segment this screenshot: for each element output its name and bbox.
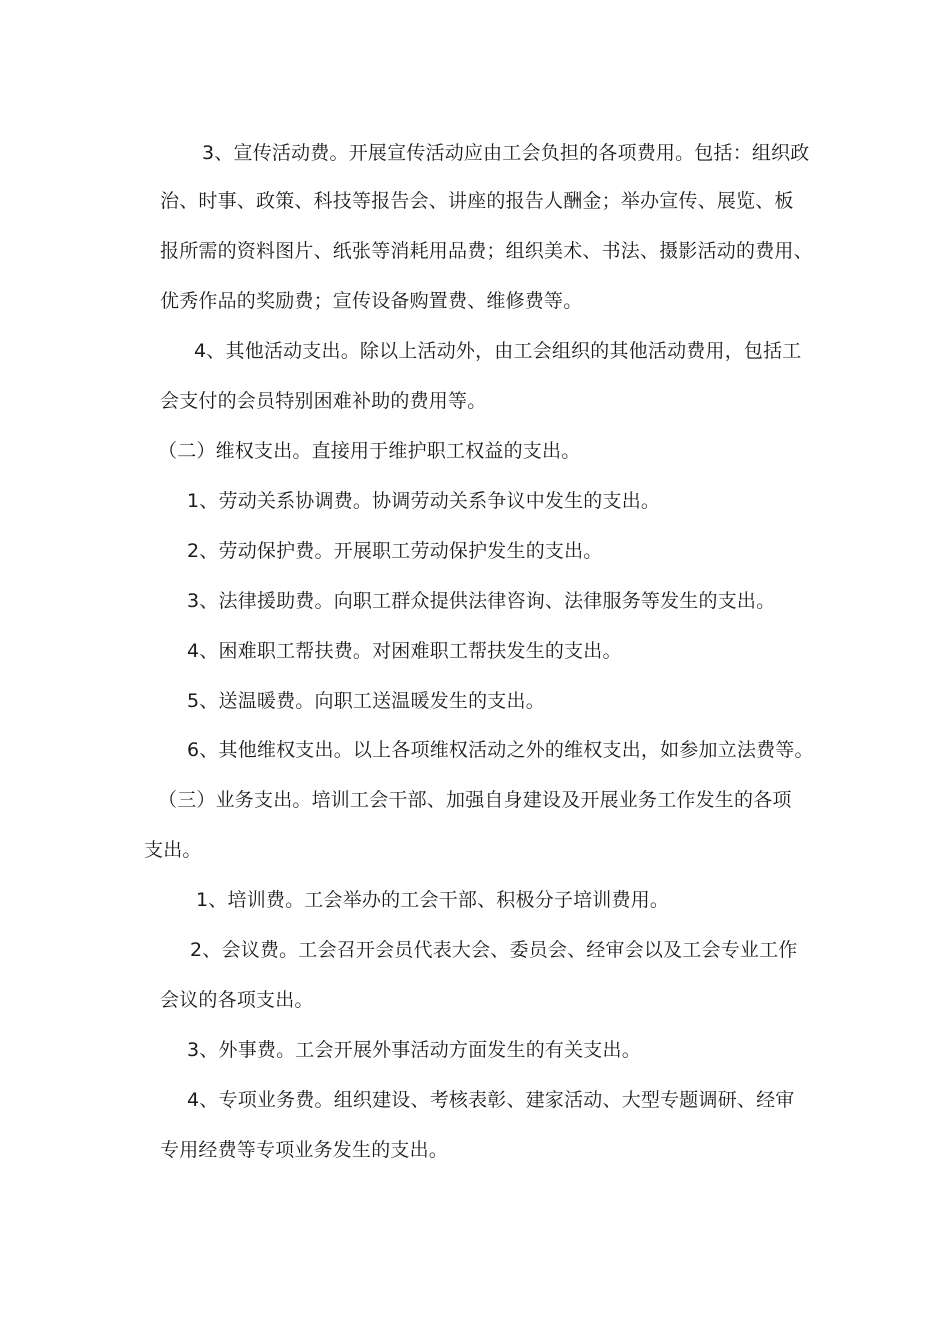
paragraph-line: 优秀作品的奖励费；宣传设备购置费、维修费等。	[160, 290, 583, 312]
paragraph-line: 4、专项业务费。组织建设、考核表彰、建家活动、大型专题调研、经审	[187, 1089, 795, 1111]
paragraph-line: 3、外事费。工会开展外事活动方面发生的有关支出。	[187, 1039, 641, 1061]
paragraph-line: 治、时事、政策、科技等报告会、讲座的报告人酬金；举办宣传、展览、板	[160, 190, 794, 212]
paragraph-line: 3、法律援助费。向职工群众提供法律咨询、法律服务等发生的支出。	[187, 590, 776, 612]
paragraph-line: 3、宣传活动费。开展宣传活动应由工会负担的各项费用。包括：组织政	[202, 142, 810, 164]
section-heading: （二）维权支出。直接用于维护职工权益的支出。	[158, 440, 581, 462]
paragraph-line: 1、培训费。工会举办的工会干部、积极分子培训费用。	[196, 889, 670, 911]
paragraph-line: 2、会议费。工会召开会员代表大会、委员会、经审会以及工会专业工作	[190, 939, 798, 961]
paragraph-line: 专用经费等专项业务发生的支出。	[160, 1139, 449, 1161]
paragraph-line: 4、其他活动支出。除以上活动外，由工会组织的其他活动费用，包括工	[194, 340, 802, 362]
paragraph-line: 支出。	[144, 839, 202, 861]
paragraph-line: 会议的各项支出。	[160, 989, 314, 1011]
paragraph-line: 2、劳动保护费。开展职工劳动保护发生的支出。	[187, 540, 603, 562]
paragraph-line: 1、劳动关系协调费。协调劳动关系争议中发生的支出。	[187, 490, 661, 512]
paragraph-line: 6、其他维权支出。以上各项维权活动之外的维权支出，如参加立法费等。	[187, 739, 814, 761]
paragraph-line: 报所需的资料图片、纸张等消耗用品费；组织美术、书法、摄影活动的费用、	[160, 240, 813, 262]
section-heading: （三）业务支出。培训工会干部、加强自身建设及开展业务工作发生的各项	[158, 789, 792, 811]
paragraph-line: 4、困难职工帮扶费。对困难职工帮扶发生的支出。	[187, 640, 622, 662]
paragraph-line: 会支付的会员特别困难补助的费用等。	[160, 390, 487, 412]
paragraph-line: 5、送温暖费。向职工送温暖发生的支出。	[187, 690, 545, 712]
